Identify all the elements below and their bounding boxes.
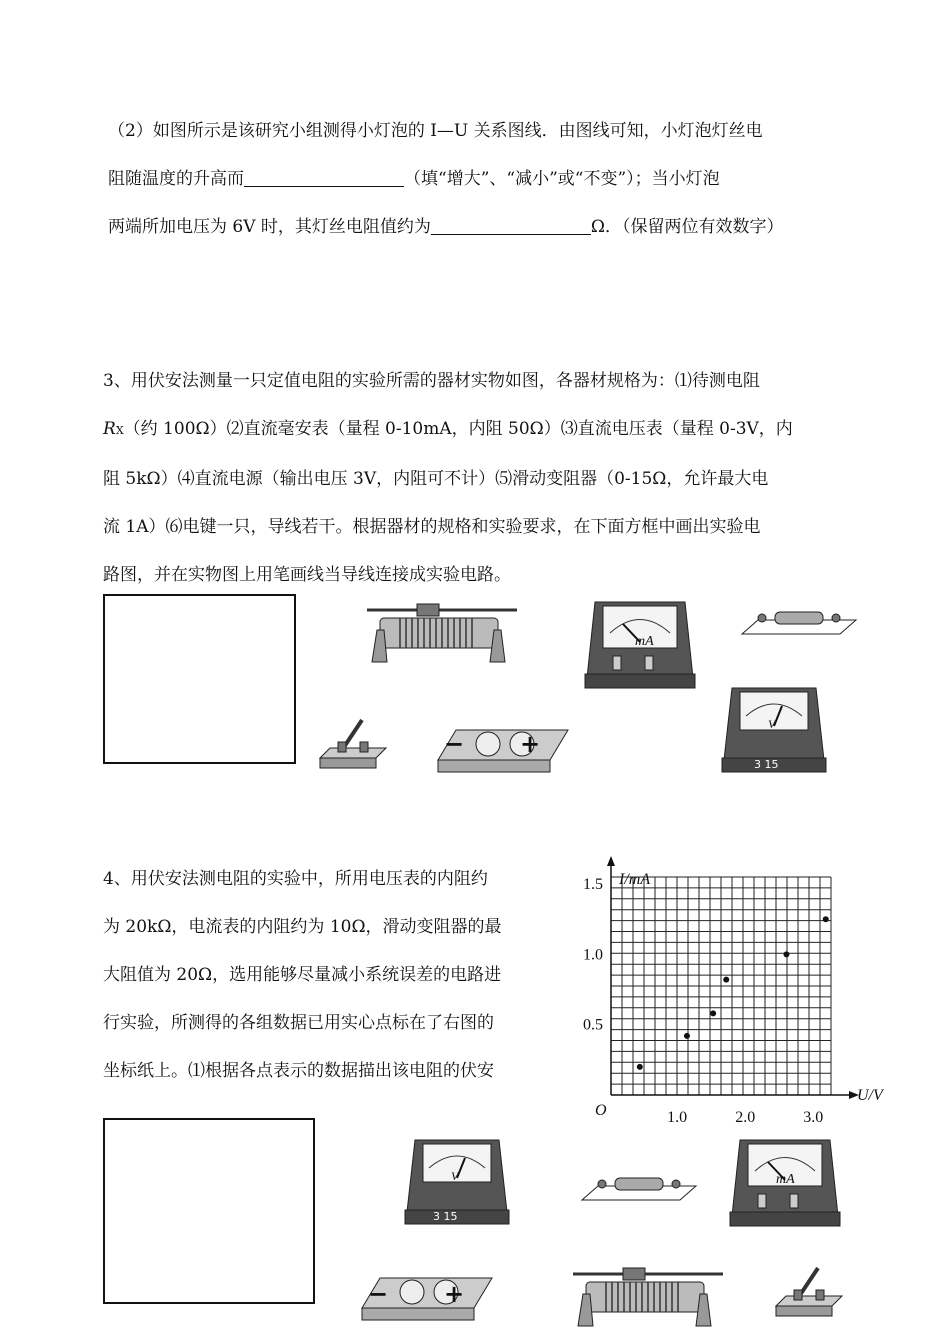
data-point bbox=[684, 1033, 690, 1039]
milliammeter-illustration bbox=[585, 598, 695, 690]
y-tick-label: 1.5 bbox=[583, 876, 603, 894]
q2-line2-end: （填“增大”、“减小”或“不变”）；当小灯泡 bbox=[404, 169, 720, 189]
q3-line2-rest: （约 100Ω）⑵直流毫安表（量程 0-10mA，内阻 50Ω）⑶直流电压表（量程 0-3V，内 bbox=[123, 419, 793, 439]
q2-line3-end: Ω．（保留两位有效数字） bbox=[590, 217, 784, 237]
answer-blank-1[interactable] bbox=[244, 168, 404, 187]
data-point bbox=[723, 977, 729, 983]
voltmeter-illustration bbox=[722, 684, 826, 774]
q4-milliammeter-label: mA bbox=[776, 1172, 795, 1187]
q4-circuit-box[interactable] bbox=[103, 1118, 315, 1304]
q3-line2 bbox=[103, 405, 863, 455]
q4-line2: 为 20kΩ，电流表的内阻约为 10Ω，滑动变阻器的最 bbox=[103, 917, 502, 937]
chart-axes bbox=[595, 856, 885, 1119]
q4-voltmeter-illustration bbox=[405, 1136, 509, 1226]
resistor-illustration bbox=[740, 604, 858, 640]
origin-label: O bbox=[595, 1102, 607, 1119]
rheostat-illustration bbox=[362, 600, 522, 670]
q2-line2 bbox=[108, 155, 868, 203]
resistor-subscript: X bbox=[115, 424, 124, 437]
q2-text bbox=[108, 107, 868, 251]
answer-blank-2[interactable] bbox=[431, 216, 591, 235]
x-tick-label: 3.0 bbox=[803, 1109, 824, 1126]
q4-line4: 行实验，所测得的各组数据已用实心点标在了右图的 bbox=[103, 1013, 494, 1033]
battery-plus-label: + bbox=[520, 730, 541, 758]
iu-scatter-chart bbox=[575, 850, 883, 1130]
q3-circuit-box[interactable] bbox=[103, 594, 296, 764]
q4-milliammeter-illustration bbox=[730, 1136, 840, 1228]
voltmeter-terminals: 3 15 bbox=[754, 758, 779, 771]
q3-text bbox=[103, 357, 863, 599]
resistor-symbol: R bbox=[103, 419, 116, 439]
q4-battery-minus-label: − bbox=[368, 1280, 389, 1308]
q2-line2-start: 阻随温度的升高而 bbox=[108, 169, 244, 189]
milliammeter-label: mA bbox=[635, 634, 654, 649]
y-axis-arrow bbox=[607, 856, 615, 866]
q3-line1: 3、用伏安法测量一只定值电阻的实验所需的器材实物如图，各器材规格为：⑴待测电阻 bbox=[103, 371, 760, 391]
x-axis-label: U/V bbox=[857, 1087, 883, 1104]
q2-line1: （2）如图所示是该研究小组测得小灯泡的 I—U 关系图线．由图线可知，小灯泡灯丝电 bbox=[108, 121, 763, 141]
q4-switch-illustration bbox=[776, 1262, 842, 1318]
q3-line4: 流 1A）⑹电键一只，导线若干。根据器材的规格和实验要求，在下面方框中画出实验电 bbox=[103, 517, 761, 537]
battery-minus-label: − bbox=[444, 730, 465, 758]
q4-line1: 4、用伏安法测电阻的实验中，所用电压表的内阻约 bbox=[103, 869, 488, 889]
q3-line3: 阻 5kΩ）⑷直流电源（输出电压 3V，内阻可不计）⑸滑动变阻器（0-15Ω，允许最大电 bbox=[103, 469, 769, 489]
switch-illustration bbox=[320, 714, 386, 770]
y-axis-label: I/mA bbox=[619, 871, 651, 888]
q4-voltmeter-terminals: 3 15 bbox=[433, 1210, 458, 1223]
data-point bbox=[783, 951, 789, 957]
data-point bbox=[823, 916, 829, 922]
x-tick-label: 2.0 bbox=[735, 1109, 756, 1126]
q3-line5: 路图，并在实物图上用笔画线当导线连接成实验电路。 bbox=[103, 565, 511, 585]
q4-line3: 大阻值为 20Ω，选用能够尽量减小系统误差的电路进 bbox=[103, 965, 502, 985]
q2-line3 bbox=[108, 203, 868, 251]
y-tick-label: 0.5 bbox=[583, 1016, 603, 1034]
data-point bbox=[710, 1010, 716, 1016]
x-tick-label: 1.0 bbox=[667, 1109, 688, 1126]
data-point bbox=[637, 1064, 643, 1070]
voltmeter-label: V bbox=[768, 717, 776, 731]
q4-rheostat-illustration bbox=[568, 1264, 728, 1334]
q4-text bbox=[103, 855, 563, 1095]
chart-grid bbox=[611, 877, 831, 1095]
battery-illustration bbox=[438, 716, 570, 774]
q4-battery-illustration bbox=[362, 1264, 494, 1322]
q4-resistor-illustration bbox=[580, 1170, 698, 1206]
y-tick-label: 1.0 bbox=[583, 946, 603, 964]
q4-voltmeter-label: V bbox=[451, 1169, 459, 1183]
q4-battery-plus-label: + bbox=[444, 1280, 465, 1308]
q4-line5: 坐标纸上。⑴根据各点表示的数据描出该电阻的伏安 bbox=[103, 1061, 494, 1081]
q2-line3-start: 两端所加电压为 6V 时，其灯丝电阻值约为 bbox=[108, 217, 431, 237]
